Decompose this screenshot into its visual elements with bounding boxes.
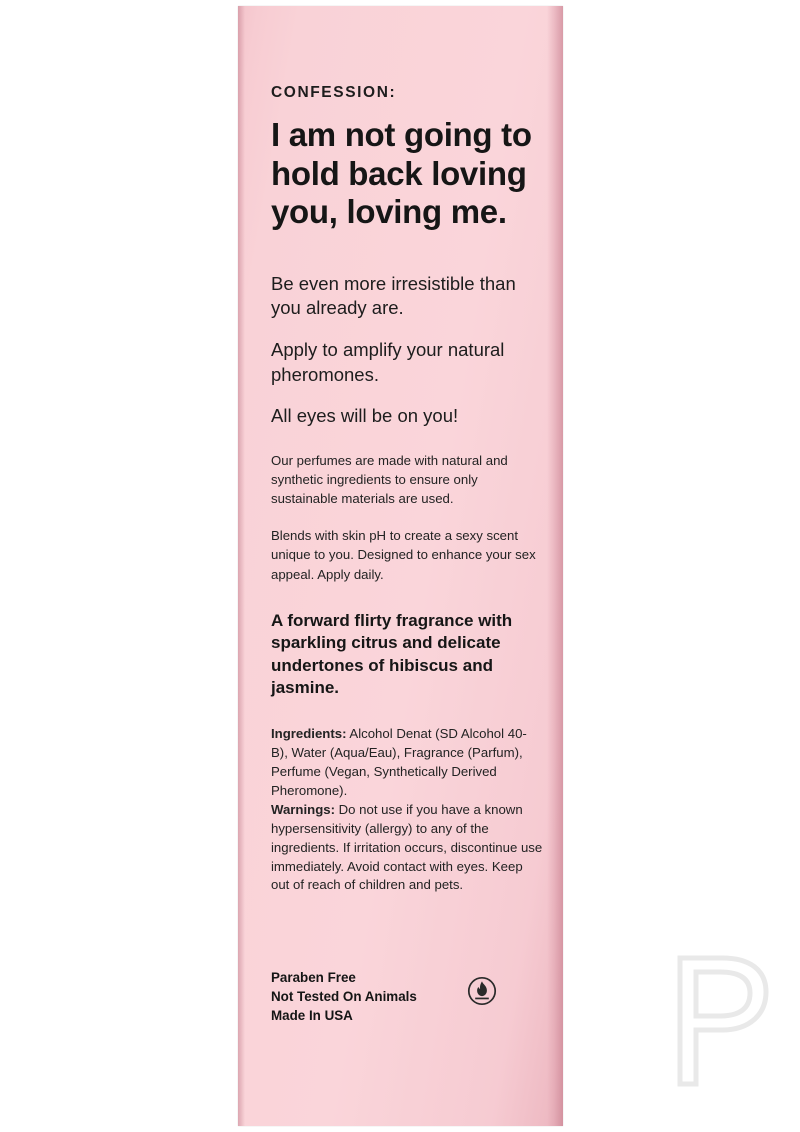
product-package xyxy=(238,6,563,1126)
fineprint xyxy=(271,725,543,895)
flammable-icon xyxy=(467,976,497,1006)
claim-not-tested-on-animals: Not Tested On Animals xyxy=(271,989,417,1005)
fragrance-description: A forward flirty fragrance with sparkling citrus and delicate undertones of hibiscus and jasmine. xyxy=(271,610,513,697)
warnings-paragraph xyxy=(271,801,543,895)
ingredients-paragraph xyxy=(271,725,543,801)
lead-line-2: Apply to amplify your natural pheromones. xyxy=(271,339,505,385)
body-paragraph-1: Our perfumes are made with natural and synthetic ingredients to ensure only sustainable materials are used. xyxy=(271,452,508,507)
headline-text: I am not going to hold back loving you, loving me. xyxy=(271,116,532,231)
warnings-label: Warnings: xyxy=(271,801,335,817)
claim-paraben-free: Paraben Free xyxy=(271,970,356,985)
package-copy xyxy=(271,84,543,895)
eyebrow-text: CONFESSION: xyxy=(271,84,397,101)
lead-line-3: All eyes will be on you! xyxy=(271,405,459,427)
watermark-logo xyxy=(662,946,782,1096)
claims-block xyxy=(271,968,543,1025)
ingredients-text: Alcohol Denat (SD Alcohol 40-B), Water (Aqua/Eau), Fragrance (Parfum), Perfume (Vegan, Synthetically Derived Pheromone). xyxy=(271,726,527,799)
package-left-edge xyxy=(238,6,245,1126)
claim-made-in-usa: Made In USA xyxy=(271,1008,353,1024)
lead-line-1: Be even more irresistible than you already are. xyxy=(271,272,516,319)
ingredients-label: Ingredients: xyxy=(271,726,347,742)
package-right-edge xyxy=(547,6,563,1126)
body-paragraph-2: Blends with skin pH to create a sexy scent unique to you. Designed to enhance your sex appeal. Apply daily. xyxy=(271,528,536,582)
warnings-text: Do not use if you have a known hypersensitivity (allergy) to any of the ingredients. If irritation occurs, discontinue use immediately. Avoid contact with eyes. Keep out of reach of children and pets. xyxy=(271,801,543,893)
lead-copy xyxy=(271,272,543,429)
